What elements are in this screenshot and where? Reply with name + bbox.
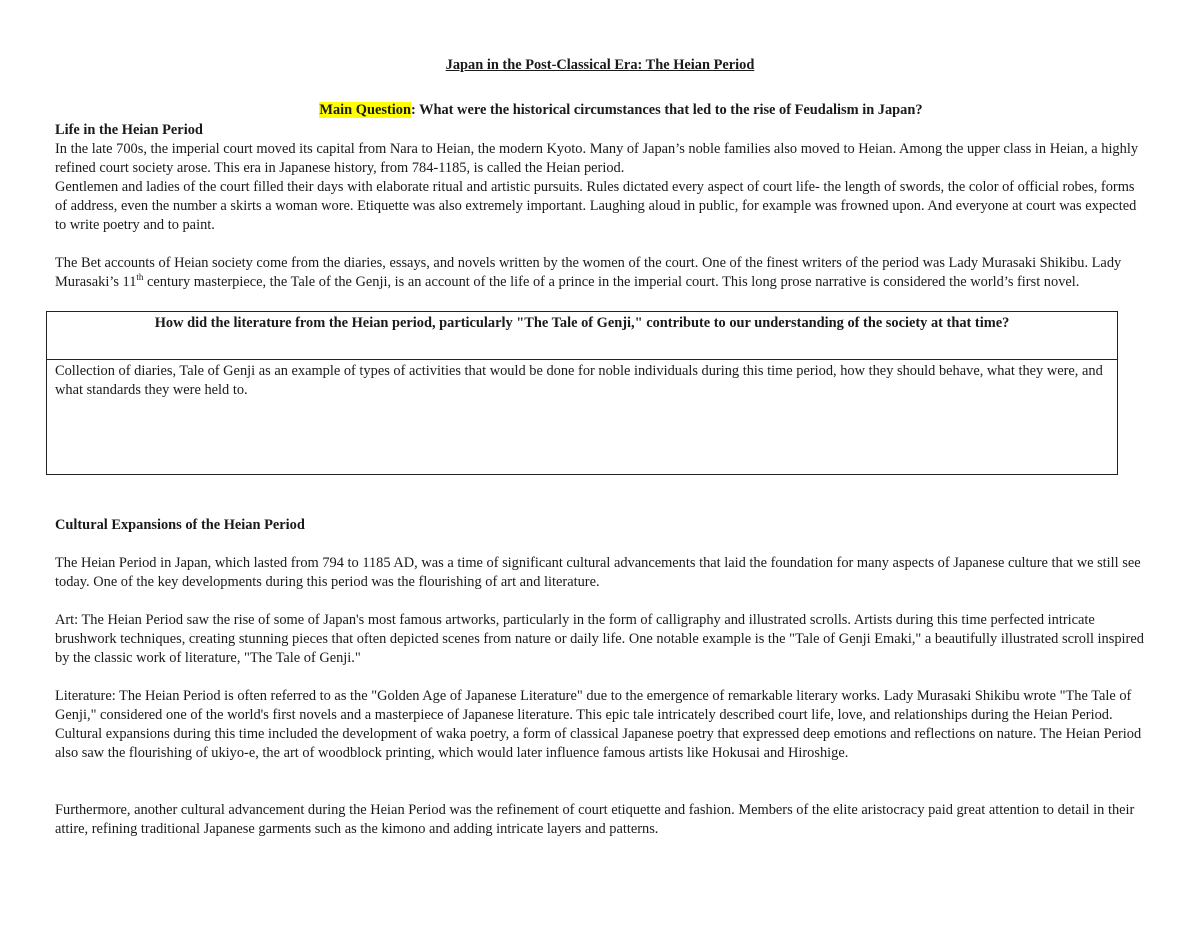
life-paragraph-2: Gentlemen and ladies of the court filled their days with elaborate ritual and artistic pursuits. Rules dictated every aspect of court life- the length of swords, the color of official robes, forms of address, even the number a skirts a woman wore. Etiquette was also extremely important. Laughing aloud in public, for example was frowned upon. And everyone at court was expected to write poetry and to paint. xyxy=(55,179,1137,233)
answer-text: Collection of diaries, Tale of Genji as an example of types of activities that would be done for noble individuals during this time period, how they should behave, what they were, and what standards they were held to. xyxy=(55,363,1103,398)
life-paragraph-3-end: century masterpiece, the Tale of the Genji, is an account of the life of a prince in the imperial court. This long prose narrative is considered the world’s first novel. xyxy=(143,274,1080,290)
culture-paragraph-art: Art: The Heian Period saw the rise of some of Japan's most famous artworks, particularly in the form of calligraphy and illustrated scrolls. Artists during this time perfected intricate brushwork techniques, creating stunning pieces that often depicted scenes from nature or daily life. One notable example is the "Tale of Genji Emaki," a beautifully illustrated scroll inspired by the classic work of literature, "The Tale of Genji." xyxy=(55,612,1144,666)
culture-section xyxy=(55,516,1145,839)
question-answer-box xyxy=(46,311,1118,475)
answer-area[interactable] xyxy=(47,360,1117,400)
question-box-header xyxy=(47,312,1117,360)
life-section xyxy=(55,121,1145,292)
life-paragraph-3 xyxy=(55,254,1145,292)
life-paragraph-3-start: The Bet accounts of Heian society come from the diaries, essays, and novels written by the women of the court. One of the finest writers of the period was Lady Murasaki Shikibu. Lady Murasaki’s 11 xyxy=(55,255,1122,290)
culture-paragraph-1: The Heian Period in Japan, which lasted from 794 to 1185 AD, was a time of significant cultural advancements that laid the foundation for many aspects of Japanese culture that we still see today. One of the key developments during this period was the flourishing of art and literature. xyxy=(55,555,1141,590)
life-paragraph-1: In the late 700s, the imperial court moved its capital from Nara to Heian, the modern Kyoto. Many of Japan’s noble families also moved to Heian. Among the upper class in Heian, a highly refined court society arose. This era in Japanese history, from 784-1185, is called the Heian period. xyxy=(55,141,1139,176)
culture-section-heading: Cultural Expansions of the Heian Period xyxy=(55,517,305,533)
culture-paragraph-literature: Literature: The Heian Period is often referred to as the "Golden Age of Japanese Literature" due to the emergence of remarkable literary works. Lady Murasaki Shikibu wrote "The Tale of Genji," considered one of the world's first novels and a masterpiece of Japanese literature. This epic tale intricately described court life, love, and relationships during the Heian Period. Cultural expansions during this time included the development of waka poetry, a form of classical Japanese poetry that expressed deep emotions and reflections on nature. The Heian Period also saw the flourishing of ukiyo-e, the art of woodblock printing, which would later influence famous artists like Hokusai and Hiroshige. xyxy=(55,688,1142,761)
main-question xyxy=(0,101,1200,120)
life-section-heading: Life in the Heian Period xyxy=(55,122,203,138)
question-text: How did the literature from the Heian period, particularly "The Tale of Genji," contribute to our understanding of the society at that time? xyxy=(154,315,1010,331)
page-title: Japan in the Post-Classical Era: The Heian Period xyxy=(445,57,755,73)
culture-paragraph-furthermore: Furthermore, another cultural advancement during the Heian Period was the refinement of court etiquette and fashion. Members of the elite aristocracy paid great attention to detail in their attire, refining traditional Japanese garments such as the kimono and adding intricate layers and patterns. xyxy=(55,802,1135,837)
superscript-th: th xyxy=(136,272,144,283)
main-question-text: : What were the historical circumstances that led to the rise of Feudalism in Japan? xyxy=(410,102,923,118)
main-question-label: Main Question xyxy=(319,102,411,118)
